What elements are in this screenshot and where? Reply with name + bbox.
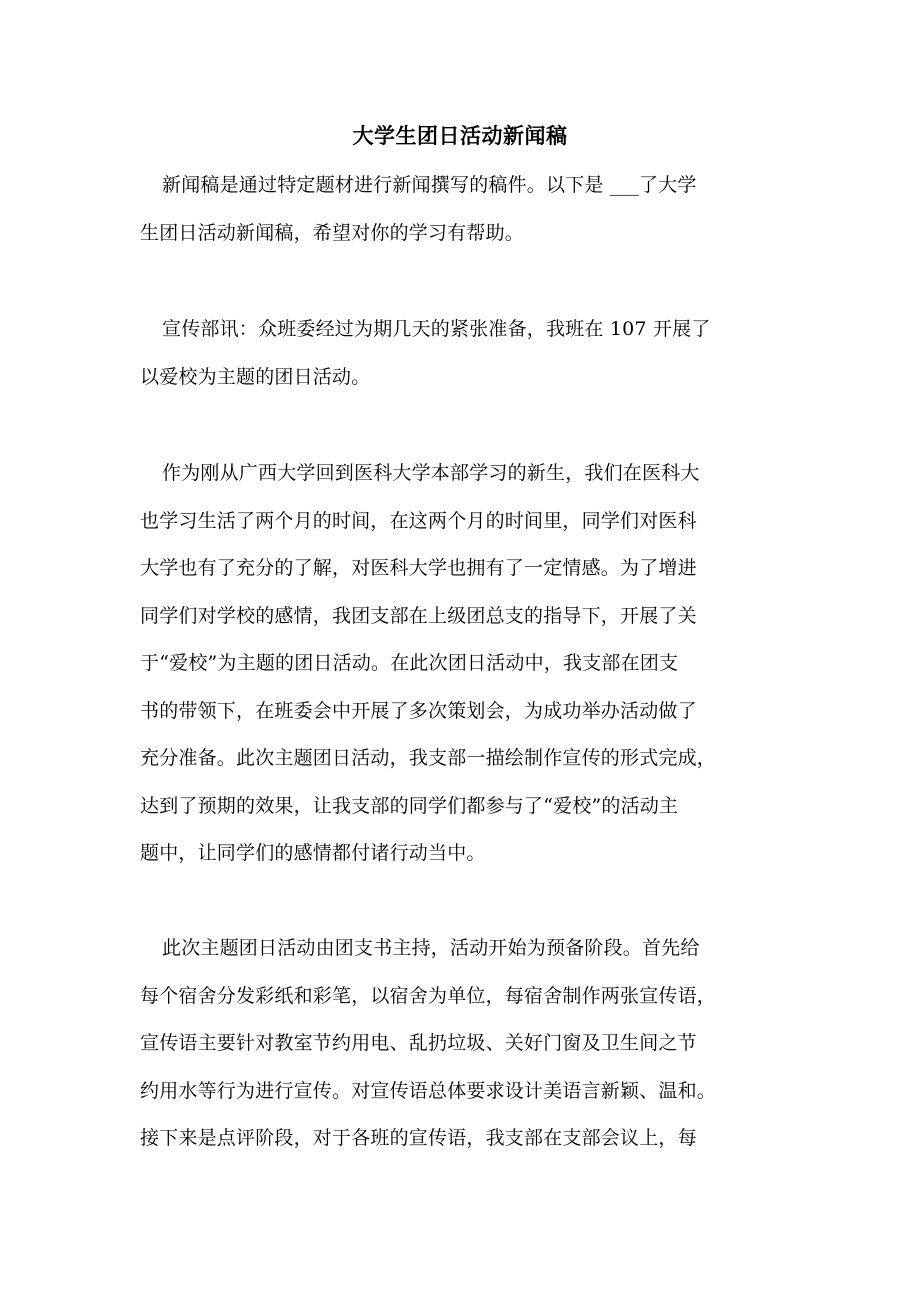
- paragraph-news-lead: [140, 306, 780, 401]
- paragraph-line: 宣传部讯：众班委经过为期几天的紧张准备，我班在 107 开展了: [162, 318, 711, 340]
- paragraph-intro: [140, 162, 780, 257]
- paragraph-line: 充分准备。此次主题团日活动，我支部一描绘制作宣传的形式完成，: [140, 747, 717, 769]
- paragraph-line: 于“爱校”为主题的团日活动。在此次团日活动中，我支部在团支: [140, 652, 679, 674]
- paragraph-line: 书的带领下，在班委会中开展了多次策划会，为成功举办活动做了: [140, 699, 697, 722]
- paragraph-line: 作为刚从广西大学回到医科大学本部学习的新生，我们在医科大: [162, 462, 700, 484]
- paragraph-activity: [140, 925, 780, 1163]
- paragraph-background: [140, 450, 780, 878]
- paragraph-line: 也学习生活了两个月的时间，在这两个月的时间里，同学们对医科: [140, 509, 697, 532]
- paragraph-line: 达到了预期的效果，让我支部的同学们都参与了“爱校”的活动主: [140, 794, 679, 817]
- paragraph-line: 接下来是点评阶段，对于各班的宣传语，我支部在支部会议上，每: [140, 1127, 697, 1149]
- paragraph-line: 大学也有了充分的了解，对医科大学也拥有了一定情感。为了增进: [140, 557, 697, 579]
- paragraph-line: 新闻稿是通过特定题材进行新闻撰写的稿件。以下是 ___了大学: [162, 174, 697, 196]
- paragraph-line: 每个宿舍分发彩纸和彩笔，以宿舍为单位，每宿舍制作两张宣传语，: [140, 984, 717, 1007]
- page-title: 大学生团日活动新闻稿: [352, 123, 568, 148]
- paragraph-line: 此次主题团日活动由团支书主持，活动开始为预备阶段。首先给: [162, 937, 700, 959]
- paragraph-line: 宣传语主要针对教室节约用电、乱扔垃圾、关好门窗及卫生间之节: [140, 1032, 697, 1054]
- paragraph-line: 题中，让同学们的感情都付诸行动当中。: [140, 842, 486, 864]
- paragraph-line: 约用水等行为进行宣传。对宣传语总体要求设计美语言新颖、温和。: [140, 1079, 717, 1102]
- paragraph-line: 同学们对学校的感情，我团支部在上级团总支的指导下，开展了关: [140, 604, 697, 627]
- paragraph-line: 生团日活动新闻稿，希望对你的学习有帮助。: [140, 221, 525, 244]
- paragraph-line: 以爱校为主题的团日活动。: [140, 365, 371, 388]
